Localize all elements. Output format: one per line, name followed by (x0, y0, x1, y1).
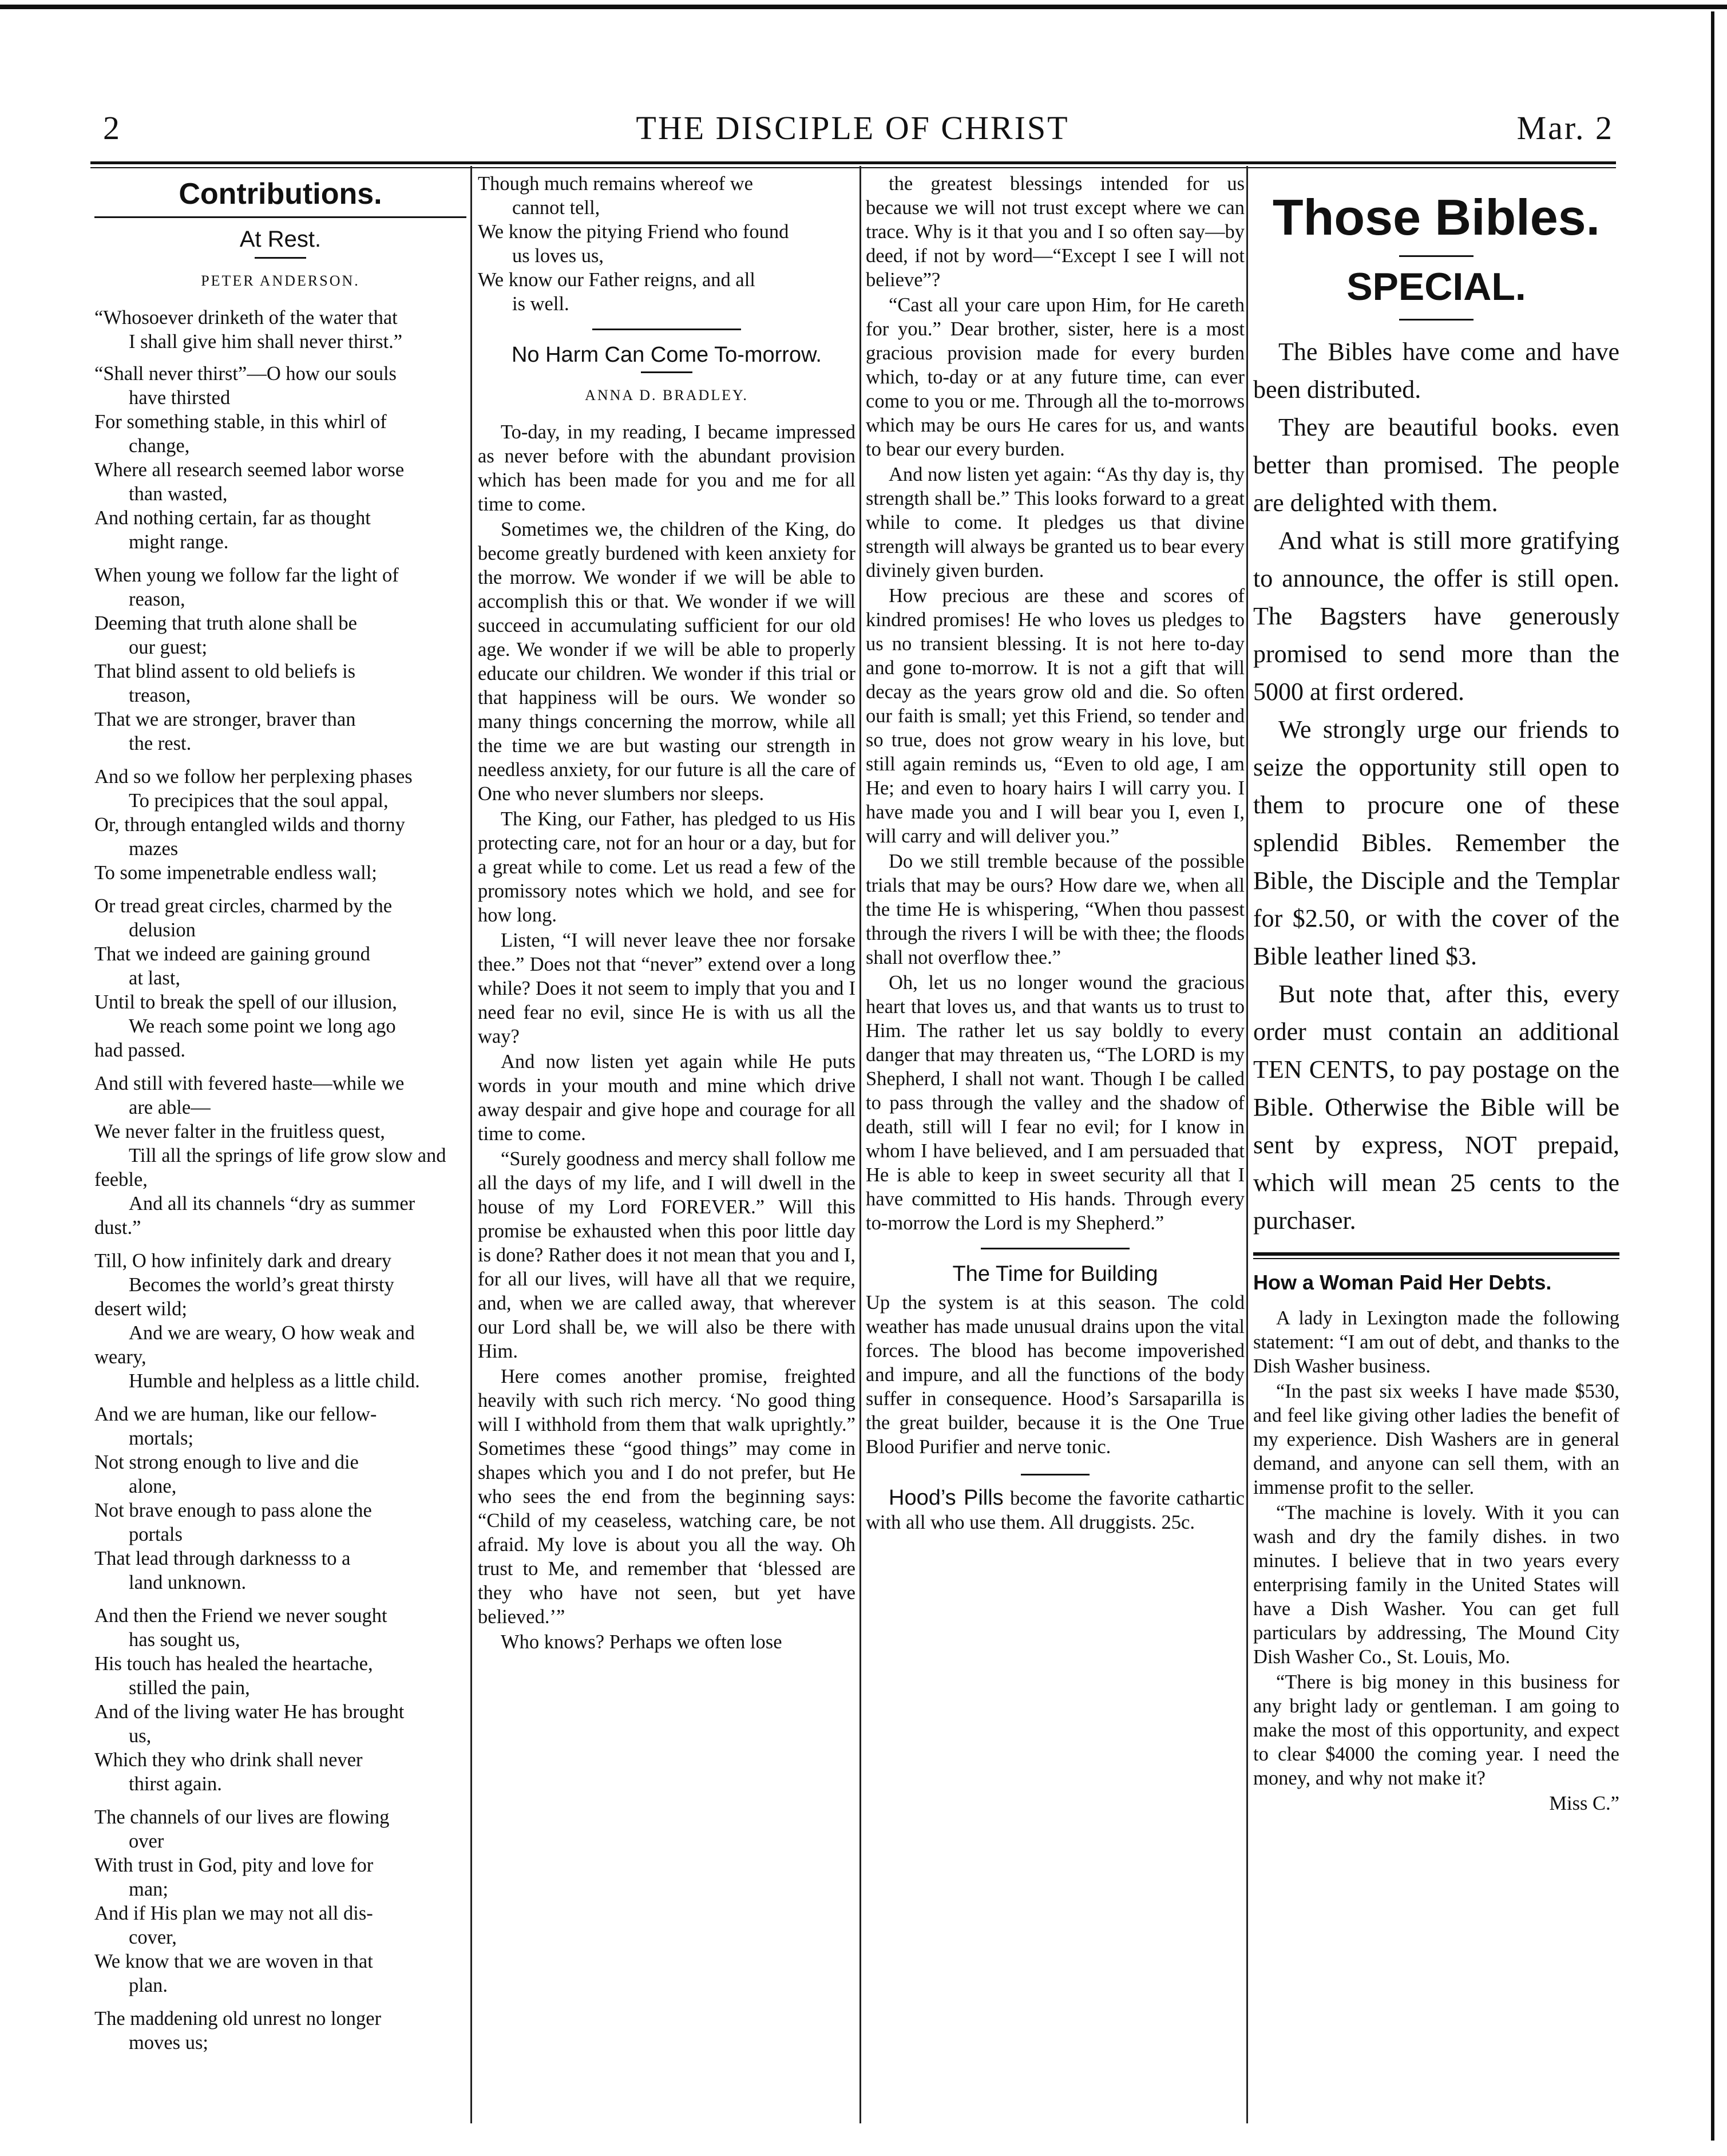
poem-stanza (94, 362, 466, 554)
poem-line: And nothing certain, far as thought (94, 507, 371, 529)
poem-stanza (94, 765, 466, 885)
poem-line: We reach some point we long ago (129, 1015, 396, 1037)
poem-line: mortals; (129, 1427, 194, 1449)
poem-line: To precipices that the soul appal, (129, 790, 389, 812)
column-1 (94, 172, 466, 2118)
article-author: ANNA D. BRADLEY. (585, 387, 748, 403)
poem-line: And if His plan we may not all dis- (94, 1902, 373, 1924)
poem-line: alone, (129, 1475, 177, 1497)
poem-line: have thirsted (129, 387, 231, 409)
poem-line: Till all the springs of life grow slow and (129, 1145, 446, 1166)
poem-line: His touch has healed the heartache, (94, 1653, 373, 1675)
debts-signature: Miss C.” (1549, 1793, 1619, 1814)
poem-line: That we indeed are gaining ground (94, 943, 370, 965)
pills-ad (866, 1486, 1245, 1534)
poem-line: And then the Friend we never sought (94, 1605, 387, 1627)
page-number: 2 (103, 109, 121, 147)
poem-line: And we are weary, O how weak and (129, 1322, 415, 1344)
debts-paragraph: “The machine is lovely. With it you can wash and dry the family dishes. in two minutes. I believe that in two years every enterprising family in the United States will have a Dish Washer. You can get full particulars by addressing, The Mound City Dish Washer Co., St. Louis, Mo. (1253, 1502, 1619, 1668)
bibles-paragraph: But note that, after this, every order must contain an additional TEN CENTS, to pay postage on the Bible. Otherwise the Bible will be sent by express, NOT prepaid, which will mean 25 cents to the purchaser. (1253, 980, 1619, 1235)
pills-lead: Hood’s Pills (889, 1486, 1004, 1510)
top-border (0, 5, 1727, 9)
poem-line: us loves us, (512, 245, 604, 267)
debts-paragraph: A lady in Lexington made the following statement: “I am out of debt, and thanks to the Dish Washer business. (1253, 1307, 1619, 1377)
epigraph-line: I shall give him shall never thirst.” (129, 331, 403, 353)
poem-line: And we are human, like our fellow- (94, 1403, 377, 1425)
poem-stanza (94, 1604, 466, 1796)
poem-stanzas (94, 362, 466, 2055)
title-rule (255, 257, 306, 259)
poem-line: reason, (129, 588, 185, 610)
ad-title: The Time for Building (952, 1262, 1158, 1286)
poem-title: At Rest. (239, 227, 322, 252)
poem-line: has sought us, (129, 1629, 240, 1651)
poem-line: our guest; (129, 636, 208, 658)
poem-line: cover, (129, 1926, 177, 1948)
bibles-paragraph: The Bibles have come and have been distributed. (1253, 338, 1619, 403)
article-paragraph: Oh, let us no longer wound the gracious heart that loves us, and that wants us to trust to Him. The rather let us say boldly to every danger that may threaten us, “The LORD is my Shepherd, I shall not want. Though I be called to pass through the valley and the shadow of death, still will I fear no evil; for I know in whom I have believed, and I am persuaded that He is able to keep in sweet security all that I have committed to His hands. Through every to-morrow the Lord is my Shepherd.” (866, 972, 1245, 1234)
poem-line: Not brave enough to pass alone the (94, 1500, 372, 1521)
poem-line: land unknown. (129, 1572, 247, 1593)
poem-line: Though much remains whereof we (478, 173, 753, 195)
article-paragraph: Who knows? Perhaps we often lose (501, 1631, 782, 1653)
right-border (1711, 11, 1714, 2141)
article-paragraph: Sometimes we, the children of the King, do become greatly burdened with keen anxiety for the morrow. We wonder if we will be able to accomplish this or that. We wonder if we will succeed in accumulating sufficient for our old age. We wonder if we will be able to properly educate our children. We wonder if this trial or that happiness will be ours. We wonder so many things concerning the morrow, while all the time we are but wasting our strength in needless anxiety, for our future is all the care of One who never slumbers nor sleeps. (478, 519, 855, 805)
section-title: Contributions. (179, 177, 382, 211)
poem-stanza (94, 894, 466, 1062)
page-header (92, 103, 1614, 155)
poem-line: Till, O how infinitely dark and dreary (94, 1250, 392, 1272)
article-title: No Harm Can Come To-morrow. (511, 343, 822, 367)
article-body (478, 420, 855, 1654)
ad-text: Up the system is at this season. The cold weather has made unusual drains upon the vital forces. The blood has become impoverished and impure, and all the functions of the body suffer in consequence. Hood’s Sarsaparilla is the great builder, because it is the One True Blood Purifier and nerve tonic. (866, 1292, 1245, 1458)
poem-line: are able— (129, 1097, 211, 1118)
bibles-title: Those Bibles. (1272, 189, 1601, 246)
column-3 (866, 172, 1245, 2118)
title-rule (641, 371, 692, 373)
article-continuation (866, 172, 1245, 1235)
poem-line: moves us; (129, 2032, 208, 2054)
article-paragraph: The King, our Father, has pledged to us His protecting care, not for an hour or a day, but for a great while to come. Let us read a few of the promissory notes which we hold, and see for how long. (478, 808, 855, 926)
poem-line: We know our Father reigns, and all (478, 269, 755, 291)
poem-line: man; (129, 1878, 168, 1900)
poem-line: That blind assent to old beliefs is (94, 660, 356, 682)
ad-rule-thick (1253, 1252, 1619, 1256)
poem-line: might range. (129, 531, 229, 553)
issue-date: Mar. 2 (1516, 109, 1614, 147)
poem-line: portals (129, 1524, 183, 1545)
title-rule (1399, 255, 1474, 257)
subtitle-rule (1399, 319, 1474, 321)
poem-line: “Shall never thirst”—O how our souls (94, 363, 397, 385)
masthead-title: THE DISCIPLE OF CHRIST (636, 109, 1070, 147)
article-paragraph: How precious are these and scores of kindred promises! He who loves us pledges to us no transient blessing. It is not here to-day and gone to-morrow. It is not a gift that will decay as the years grow old and die. So often our faith is small; yet this Friend, so tender and so true, does not grow weary in his love, but still again reminds us, “Even to old age, I am He; and even to hoary hairs I will carry you. I have made you and I will bear you I, even I, will carry and will deliver you.” (866, 585, 1245, 847)
poem-line: And still with fevered haste—while we (94, 1073, 405, 1094)
poem-stanza (94, 2007, 466, 2055)
poem-line: Humble and helpless as a little child. (129, 1370, 420, 1392)
poem-line: With trust in God, pity and love for (94, 1854, 374, 1876)
section-rule (94, 216, 466, 218)
poem-line: And of the living water He has brought (94, 1701, 405, 1723)
bibles-paragraph: We strongly urge our friends to seize the opportunity still open to them to procure one of these splendid Bibles. Remember the Bible, the Disciple and the Templar for $2.50, or with the cover of the Bible leather lined $3. (1253, 715, 1619, 970)
poem-author: PETER ANDERSON. (201, 272, 360, 289)
column-2 (478, 172, 855, 2118)
poem-line: To some impenetrable endless wall; (94, 862, 377, 884)
poem-stanza (94, 563, 466, 755)
poem-line: We know that we are woven in that (94, 1951, 373, 1972)
debts-paragraph: “In the past six weeks I have made $530, and feel like giving other ladies the benefit of my experience. Dish Washers are in general demand, and anyone can sell them, with an immense profit to the seller. (1253, 1380, 1619, 1498)
poem-line: cannot tell, (512, 197, 600, 219)
article-paragraph: “Surely goodness and mercy shall follow me all the days of my life, and I will dwell in the house of my Lord FOREVER.” Will this promise be exhausted when this poor little day is done? Rather does it not mean that you and I, for all our lives, will have all that we require, and, when we are called away, that wherever our Lord shall be, we will also be there with Him. (478, 1148, 855, 1362)
article-paragraph: And now listen yet again while He puts words in your mouth and mine which drive away despair and give hope and courage for all time to come. (478, 1051, 855, 1145)
poem-line: Which they who drink shall never (94, 1749, 363, 1771)
debts-body (1253, 1306, 1619, 1790)
poem-line: Until to break the spell of our illusion, (94, 991, 397, 1013)
bibles-paragraph: And what is still more gratifying to announce, the offer is still open. The Bagsters have generously promised to send more than the 5000 at first ordered. (1253, 527, 1619, 706)
poem-line: had passed. (94, 1039, 186, 1061)
bibles-subtitle: SPECIAL. (1346, 265, 1526, 308)
debts-title: How a Woman Paid Her Debts. (1253, 1271, 1552, 1294)
poem-line: delusion (129, 919, 196, 941)
poem-line: When young we follow far the light of (94, 564, 399, 586)
column-divider-3 (1246, 166, 1248, 2123)
poem-line: than wasted, (129, 483, 228, 505)
ad-rule-small (1021, 1474, 1090, 1475)
article-rule (592, 329, 741, 330)
article-paragraph: “Cast all your care upon Him, for He careth for you.” Dear brother, sister, here is a most gracious provision made for every burden which, to-day or at any future time, can ever come to you or me. Through all the to-morrows which may be ours He cares for us, and wants to bear our every burden. (866, 294, 1245, 460)
poem-line: thirst again. (129, 1773, 222, 1795)
poem-line: The channels of our lives are flowing (94, 1806, 390, 1828)
poem-line: We never falter in the fruitless quest, (94, 1121, 385, 1142)
poem-line: plan. (129, 1975, 168, 1996)
poem-line: Becomes the world’s great thirsty (129, 1274, 394, 1296)
header-rule-thin (90, 167, 1616, 168)
poem-line: For something stable, in this whirl of (94, 411, 387, 433)
poem-line: at last, (129, 967, 181, 989)
article-paragraph: the greatest blessings intended for us because we will not trust except where we can trace. Why is it that you and I so often say—by deed, if not by word—“Except I see I will not believe”? (866, 173, 1245, 291)
poem-line: change, (129, 435, 190, 457)
column-4 (1253, 172, 1619, 2118)
article-paragraph: To-day, in my reading, I became impressed as never before with the abundant provision which has been made for you and me for all time to come. (478, 421, 855, 515)
poem-line: the rest. (129, 733, 192, 754)
poem-line: over (129, 1830, 164, 1852)
poem-line: is well. (512, 293, 569, 315)
poem-stanza (94, 1071, 466, 1240)
epigraph-line: “Whosoever drinketh of the water that (94, 307, 398, 329)
article-paragraph: Do we still tremble because of the possible trials that may be ours? How dare we, when all the time He is whispering, “When thou passest through the rivers I will be with thee; the floods shall not overflow thee.” (866, 850, 1245, 968)
poem-line: weary, (94, 1346, 146, 1368)
column-divider-1 (470, 166, 472, 2123)
poem-end (478, 172, 855, 316)
article-paragraph: Here comes another promise, freighted heavily with such rich mercy. ‘No good thing will I withhold from them that walk uprightly.” Sometimes these “good things” may come in shapes which you and I do not prefer, but He who sees the end from the beginning says: “Child of my ceaseless, watching care, be not afraid. My love is about you all the way. Oh trust to Me, and remember that ‘blessed are they who have not seen, but yet have believed.’” (478, 1366, 855, 1628)
poem-epigraph (94, 306, 466, 354)
poem-line: That we are stronger, braver than (94, 709, 356, 730)
poem-line: And all its channels “dry as summer (129, 1193, 415, 1215)
poem-line: Or tread great circles, charmed by the (94, 895, 393, 917)
bibles-paragraph: They are beautiful books. even better than promised. The people are delighted with them. (1253, 413, 1619, 517)
article-paragraph: And now listen yet again: “As thy day is, thy strength shall be.” This looks forward to a great while to come. It pledges us that divine strength will always be granted us to bear every divinely given burden. (866, 464, 1245, 581)
poem-stanza (94, 1805, 466, 1997)
ad-rule (981, 1248, 1130, 1249)
poem-line: The maddening old unrest no longer (94, 2008, 382, 2030)
pills-text: become the favorite cathartic with all who use them. All druggists. 25c. (866, 1488, 1245, 1533)
poem-line: treason, (129, 685, 191, 706)
poem-line: dust.” (94, 1217, 141, 1239)
poem-line: mazes (129, 838, 179, 860)
poem-line: Deeming that truth alone shall be (94, 612, 357, 634)
poem-line: desert wild; (94, 1298, 187, 1320)
article-paragraph: Listen, “I will never leave thee nor forsake thee.” Does not that “never” extend over a long while? Does it not seem to imply that you and I need fear no evil, since He is with us all the way? (478, 929, 855, 1047)
poem-line: We know the pitying Friend who found (478, 221, 789, 243)
poem-line: feeble, (94, 1169, 148, 1190)
poem-line: That lead through darknesss to a (94, 1548, 351, 1569)
poem-stanza (94, 1402, 466, 1595)
poem-line: stilled the pain, (129, 1677, 250, 1699)
poem-line: Where all research seemed labor worse (94, 459, 405, 481)
header-rule (90, 161, 1616, 164)
poem-line: And so we follow her perplexing phases (94, 766, 413, 788)
poem-line: Not strong enough to live and die (94, 1451, 359, 1473)
ad-rule-thin (1253, 1258, 1619, 1259)
bibles-body (1253, 333, 1619, 1240)
column-divider-2 (859, 166, 861, 2123)
poem-line: Or, through entangled wilds and thorny (94, 814, 405, 836)
poem-stanza (94, 1249, 466, 1393)
debts-paragraph: “There is big money in this business for any bright lady or gentleman. I am going to make the most of this opportunity, and expect to clear $4000 the coming year. I need the money, and why not make it? (1253, 1671, 1619, 1789)
poem-line: us, (129, 1725, 152, 1747)
